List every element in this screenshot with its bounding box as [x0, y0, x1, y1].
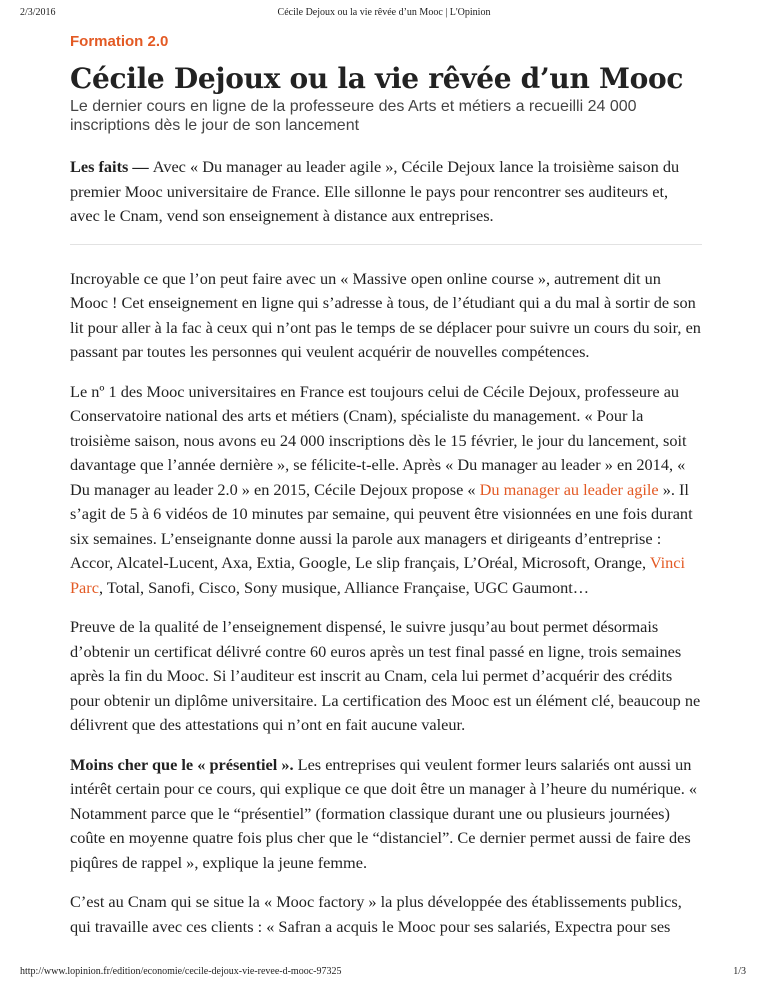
article-rubric[interactable]: Formation 2.0: [70, 33, 169, 50]
text-run: Preuve de la qualité de l’enseignement dispensé, le suivre jusqu’au bout permet désormais d’obtenir un certificat délivré contre 60 euros après un test final passé en ligne, trois semaines après la fin du Mooc. Si l’auditeur est inscrit au Cnam, cela lui permet d’acquérir des crédits pour obtenir un diplôme universitaire. La certification des Mooc est un élément clé, beaucoup ne délivrent que des attestations qui n’ont en fait aucune valeur.: [70, 617, 701, 734]
article-paragraph: [70, 267, 702, 365]
text-run: Les entreprises qui veulent former leurs salariés ont aussi un intérêt certain pour ce cours, qui explique ce que doit être un manager à l’heure du numérique. « Notamment parce que le “présentiel” (formation classique durant une ou plusieurs journées) coûte en moyenne quatre fois plus cher que le “distanciel”. Ce dernier permet aussi de faire des piqûres de rappel », explique la jeune femme.: [70, 754, 698, 872]
print-url: http://www.lopinion.fr/edition/economie/cecile-dejoux-vie-revee-d-mooc-97325: [20, 966, 342, 977]
text-run: C’est au Cnam qui se situe la « Mooc factory » la plus développée des établissements publics, qui travaille avec ces clients : « Safran a acquis le Mooc pour ses salariés, Expectra pour ses: [70, 892, 682, 936]
article-title: Cécile Dejoux ou la vie rêvée d’un Mooc: [70, 62, 684, 95]
article-paragraph: [70, 890, 702, 939]
article-body: [70, 155, 702, 954]
bold-lead-in: Les faits —: [70, 157, 153, 176]
print-title: Cécile Dejoux ou la vie rêvée d’un Mooc | L'Opinion: [277, 7, 491, 18]
article-subtitle: Le dernier cours en ligne de la professeure des Arts et métiers a recueilli 24 000 inscriptions dès le jour de son lancement: [70, 98, 637, 134]
print-date: 2/3/2016: [20, 7, 56, 18]
text-run: Le nº 1 des Mooc universitaires en France est toujours celui de Cécile Dejoux, professeure au Conservatoire national des arts et métiers (Cnam), spécialiste du management. « Pour la troisième saison, nous avons eu 24 000 inscriptions dès le 15 février, le jour du lancement, soit davantage que l’année dernière », se félicite-t-elle. Après « Du manager au leader » en 2014, « Du manager au leader 2.0 » en 2015, Cécile Dejoux propose «: [70, 381, 687, 499]
print-page-number: 1/3: [733, 966, 746, 977]
bold-lead-in: Moins cher que le « présentiel ».: [70, 754, 298, 774]
divider: [70, 244, 702, 245]
article-lead: [70, 155, 702, 229]
article-paragraph: [70, 753, 702, 876]
article-link[interactable]: Vinci Parc: [70, 553, 686, 597]
text-run: Incroyable ce que l’on peut faire avec un « Massive open online course », autrement dit un Mooc ! Cet enseignement en ligne qui s’adresse à tous, de l’étudiant qui a du mal à sortir de son lit pour aller à la fac à ceux qui n’ont pas le temps de se déplacer pour suivre un cours du soir, en passant par toutes les personnes qui veulent acquérir de nouvelles compétences.: [70, 268, 701, 361]
text-run: ». Il s’agit de 5 à 6 vidéos de 10 minutes par semaine, qui peuvent être visionnées en une fois durant six semaines. L’enseignante donne aussi la parole aux managers et dirigeants d’entreprise : Accor, Alcatel-Lucent, Axa, Extia, Google, Le slip français, L’Oréal, Microsoft, Orange,: [70, 479, 693, 572]
article-paragraph: [70, 615, 702, 738]
article-link[interactable]: Du manager au leader agile: [479, 479, 659, 499]
text-run: , Total, Sanofi, Cisco, Sony musique, Alliance Française, UGC Gaumont…: [98, 577, 590, 597]
text-run: Avec « Du manager au leader agile », Cécile Dejoux lance la troisième saison du premier Mooc universitaire de France. Elle sillonne le pays pour rencontrer ses auditeurs et, avec le Cnam, vend son enseignement à distance aux entreprises.: [70, 157, 680, 225]
article-paragraph: [70, 380, 702, 601]
